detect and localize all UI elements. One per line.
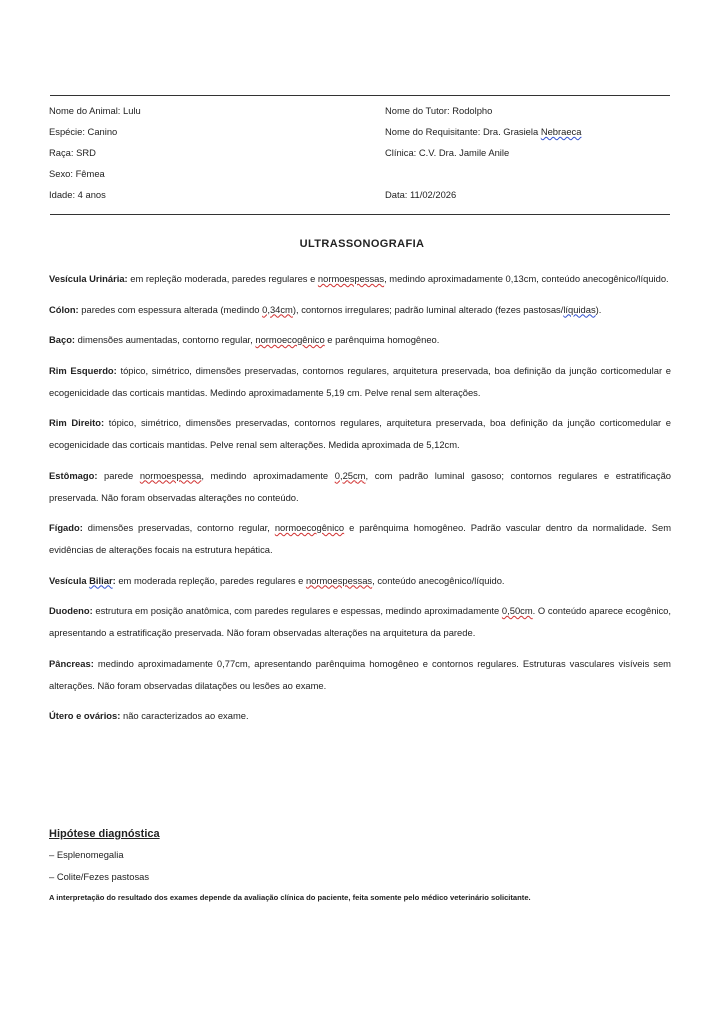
finding-label: Útero e ovários: [49, 710, 121, 721]
finding-label: Pâncreas: [49, 657, 94, 669]
finding-label: Fígado: [49, 522, 83, 533]
diagnostic-hypotheses [49, 824, 671, 888]
finding-colon [49, 299, 671, 321]
finding-label: Cólon: [49, 303, 79, 315]
breed: Raça: SRD [49, 147, 96, 158]
finding-label: Baço: [49, 334, 76, 345]
report-title: ULTRASSONOGRAFIA [299, 238, 425, 250]
finding-label-part: Vesícula [49, 574, 90, 586]
patient-info [49, 100, 141, 205]
finding-text: estrutura em posição anatômica, com paredes regulares e espessas, medindo aproximadamente [92, 605, 502, 616]
exam-date: Data: 11/02/2026 [385, 189, 457, 200]
finding-text: em repleção moderada, paredes regulares e [127, 273, 318, 284]
finding-text: , conteúdo anecogênico/líquido. [372, 574, 505, 586]
header-spacer [385, 163, 581, 184]
finding-pancreas [49, 653, 671, 697]
spellcheck-word: normoecogênico [274, 522, 345, 533]
finding-stomach [49, 465, 671, 509]
spellcheck-word: 0,25cm [334, 469, 366, 481]
spellcheck-word: 0,50cm [501, 605, 533, 616]
spellcheck-word: normoespessa [139, 469, 202, 481]
finding-spleen [49, 329, 671, 351]
finding-text: e parênquima homogêneo. [324, 334, 440, 345]
finding-right-kidney [49, 412, 671, 456]
requester-lastname: Nebraeca [540, 126, 582, 137]
finding-label: Rim Esquerdo: [49, 364, 117, 376]
finding-label-part: Biliar [89, 574, 113, 586]
finding-text: , medindo aproximadamente [201, 469, 335, 481]
header-bottom-rule [50, 214, 670, 215]
spellcheck-word: normoespessas [317, 273, 385, 284]
finding-gallbladder [49, 570, 671, 592]
finding-label [49, 575, 116, 586]
finding-bladder [49, 268, 671, 290]
hypotheses-title: Hipótese diagnóstica [49, 828, 160, 840]
finding-text: ), contornos irregulares; padrão luminal alterado (fezes pastosas/ [292, 303, 564, 315]
finding-text: ). [595, 303, 602, 315]
finding-label-part: : [112, 574, 116, 586]
finding-text: , com padrão luminal gasoso; contornos regulares e estratificação preservada. Não foram observadas alterações no conteúdo. [49, 469, 672, 503]
hypothesis-item: – Esplenomegalia [49, 849, 124, 860]
header-top-rule [50, 95, 670, 96]
spellcheck-word: normoespessas [305, 574, 373, 586]
finding-label: Duodeno: [49, 605, 93, 616]
animal-name: Nome do Animal: Lulu [49, 105, 141, 116]
finding-text: e parênquima homogêneo. Padrão vascular dentro da normalidade. Sem evidências de alterações focais na estrutura hepática. [49, 522, 672, 555]
spellcheck-word: 0,34cm [262, 303, 293, 315]
finding-text: medindo aproximadamente 0,77cm, apresentando parênquima homogêneo e contornos regulares. Estruturas vasculares visíveis sem alterações. Não foram observadas dilatações ou lesões ao exame. [49, 657, 671, 691]
finding-text: em moderada repleção, paredes regulares e [115, 574, 306, 586]
clinic: Clínica: C.V. Dra. Jamile Anile [385, 147, 510, 158]
finding-label: Vesícula Urinária: [49, 273, 128, 284]
hypothesis-item: – Colite/Fezes pastosas [49, 871, 150, 882]
finding-text: dimensões aumentadas, contorno regular, [75, 334, 256, 345]
finding-duodenum [49, 600, 671, 644]
finding-text: não caracterizados ao exame. [120, 710, 249, 721]
findings [49, 268, 671, 736]
finding-text: parede [97, 469, 140, 481]
finding-label: Rim Direito: [49, 417, 105, 428]
species: Espécie: Canino [49, 126, 118, 137]
finding-uterus-ovaries [49, 705, 671, 727]
finding-label: Estômago: [49, 469, 98, 481]
requester-label: Nome do Requisitante: Dra. Grasiela [385, 126, 541, 137]
finding-text: tópico, simétrico, dimensões preservadas, contornos regulares, arquitetura preservada, boa definição da junção corticomedular e ecogenicidade das corticais mantidas. Pelve renal sem alterações. Medida aproximada de 5,12cm. [49, 417, 671, 450]
owner-name: Nome do Tutor: Rodolpho [385, 105, 493, 116]
disclaimer-note: A interpretação do resultado dos exames depende da avaliação clínica do paciente, feita somente pelo médico veterinário solicitante. [49, 893, 531, 902]
finding-text: dimensões preservadas, contorno regular, [82, 522, 275, 533]
finding-text: , medindo aproximadamente 0,13cm, conteúdo anecogênico/líquido. [384, 273, 669, 284]
finding-liver [49, 517, 671, 561]
sex: Sexo: Fêmea [49, 168, 105, 179]
spellcheck-word: normoecogênico [255, 334, 325, 345]
requester [385, 121, 581, 142]
finding-left-kidney [49, 360, 671, 404]
finding-text: tópico, simétrico, dimensões preservadas, contornos regulares, arquitetura preservada, boa definição da junção corticomedular e ecogenicidade das corticais mantidas. Medindo aproximadamente 5,19 cm. Pelve renal sem alterações. [49, 364, 671, 398]
age: Idade: 4 anos [49, 189, 106, 200]
spellcheck-word: líquidas [563, 303, 596, 315]
finding-text: paredes com espessura alterada (medindo [78, 303, 263, 315]
owner-info [385, 100, 581, 205]
finding-text: . O conteúdo aparece ecogênico, apresentando a estratificação preservada. Não foram observadas alterações na arquitetura da parede. [49, 605, 671, 638]
